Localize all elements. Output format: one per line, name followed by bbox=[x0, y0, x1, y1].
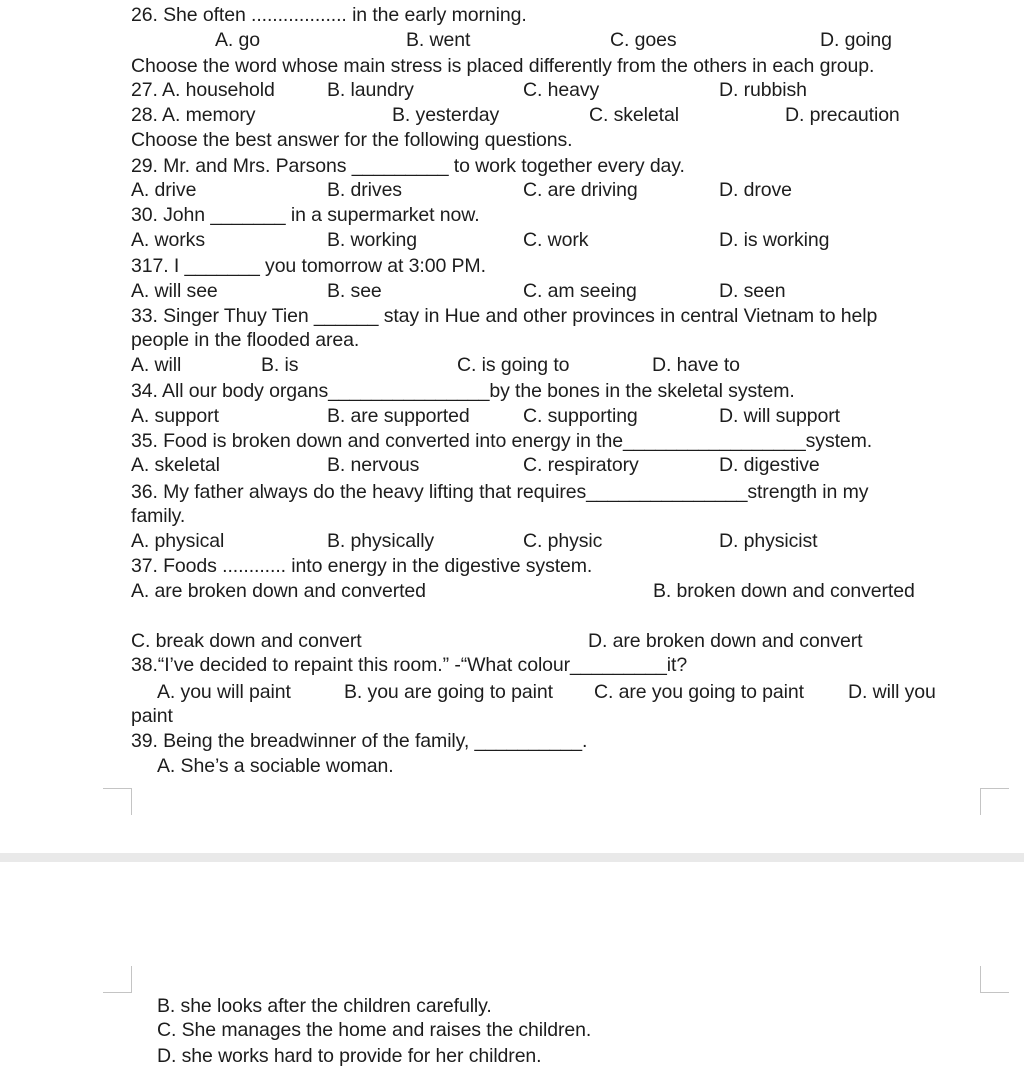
q36-stem-line1: 36. My father always do the heavy lifting that requires_______________strength in my bbox=[131, 481, 869, 503]
q35-option-d: D. digestive bbox=[719, 454, 820, 476]
q27-option-a: 27. A. household bbox=[131, 79, 275, 101]
page-corner-mark-top-right bbox=[980, 966, 1009, 993]
page-gap bbox=[0, 853, 1024, 862]
q38-option-d-continued: paint bbox=[131, 705, 173, 727]
q31-option-a: A. will see bbox=[131, 280, 218, 302]
q34-option-b: B. are supported bbox=[327, 405, 470, 427]
q30-stem: 30. John _______ in a supermarket now. bbox=[131, 204, 480, 226]
q37-stem: 37. Foods ............ into energy in the digestive system. bbox=[131, 555, 593, 577]
instruction-stress: Choose the word whose main stress is placed differently from the others in each group. bbox=[131, 55, 875, 77]
q29-option-d: D. drove bbox=[719, 179, 792, 201]
q39-option-a: A. She’s a sociable woman. bbox=[157, 755, 394, 777]
q36-stem-line2: family. bbox=[131, 505, 186, 527]
q35-option-c: C. respiratory bbox=[523, 454, 639, 476]
q39-option-c: C. She manages the home and raises the children. bbox=[157, 1019, 592, 1041]
q38-option-b: B. you are going to paint bbox=[344, 681, 553, 703]
q27-option-b: B. laundry bbox=[327, 79, 414, 101]
page-corner-mark-bottom-left bbox=[103, 788, 132, 815]
q33-option-c: C. is going to bbox=[457, 354, 570, 376]
q33-stem-line2: people in the flooded area. bbox=[131, 329, 360, 351]
q27-option-d: D. rubbish bbox=[719, 79, 807, 101]
q33-stem-line1: 33. Singer Thuy Tien ______ stay in Hue and other provinces in central Vietnam to help bbox=[131, 305, 878, 327]
q37-option-a: A. are broken down and converted bbox=[131, 580, 426, 602]
q26-option-d: D. going bbox=[820, 29, 892, 51]
q30-option-b: B. working bbox=[327, 229, 418, 251]
q37-option-d: D. are broken down and convert bbox=[588, 630, 863, 652]
q30-option-a: A. works bbox=[131, 229, 205, 251]
q30-option-d: D. is working bbox=[719, 229, 830, 251]
q36-option-d: D. physicist bbox=[719, 530, 818, 552]
q28-option-a: 28. A. memory bbox=[131, 104, 256, 126]
q38-option-c: C. are you going to paint bbox=[594, 681, 804, 703]
q39-option-d: D. she works hard to provide for her children. bbox=[157, 1045, 542, 1067]
q30-option-c: C. work bbox=[523, 229, 589, 251]
q37-option-b: B. broken down and converted bbox=[653, 580, 915, 602]
q36-option-c: C. physic bbox=[523, 530, 603, 552]
q33-option-d: D. have to bbox=[652, 354, 740, 376]
q39-stem: 39. Being the breadwinner of the family, __________. bbox=[131, 730, 588, 752]
q34-option-c: C. supporting bbox=[523, 405, 638, 427]
q29-option-b: B. drives bbox=[327, 179, 402, 201]
q31-stem: 317. I _______ you tomorrow at 3:00 PM. bbox=[131, 255, 486, 277]
q26-option-b: B. went bbox=[406, 29, 471, 51]
q34-option-a: A. support bbox=[131, 405, 219, 427]
q28-option-c: C. skeletal bbox=[589, 104, 679, 126]
q31-option-b: B. see bbox=[327, 280, 382, 302]
q29-stem: 29. Mr. and Mrs. Parsons _________ to work together every day. bbox=[131, 155, 685, 177]
q26-stem: 26. She often .................. in the early morning. bbox=[131, 4, 527, 26]
q26-option-c: C. goes bbox=[610, 29, 677, 51]
q36-option-b: B. physically bbox=[327, 530, 435, 552]
q28-option-d: D. precaution bbox=[785, 104, 900, 126]
q26-option-a: A. go bbox=[215, 29, 261, 51]
q35-option-b: B. nervous bbox=[327, 454, 420, 476]
q38-option-d: D. will you bbox=[848, 681, 936, 703]
q33-option-a: A. will bbox=[131, 354, 182, 376]
q31-option-c: C. am seeing bbox=[523, 280, 637, 302]
instruction-best-answer: Choose the best answer for the following questions. bbox=[131, 129, 573, 151]
q38-option-a: A. you will paint bbox=[157, 681, 291, 703]
q27-option-c: C. heavy bbox=[523, 79, 600, 101]
q34-option-d: D. will support bbox=[719, 405, 840, 427]
q34-stem: 34. All our body organs_______________by the bones in the skeletal system. bbox=[131, 380, 795, 402]
q35-option-a: A. skeletal bbox=[131, 454, 220, 476]
page-corner-mark-bottom-right bbox=[980, 788, 1009, 815]
q39-option-b: B. she looks after the children carefully. bbox=[157, 995, 492, 1017]
q35-stem: 35. Food is broken down and converted into energy in the_________________system. bbox=[131, 430, 873, 452]
q28-option-b: B. yesterday bbox=[392, 104, 500, 126]
page-corner-mark-top-left bbox=[103, 966, 132, 993]
q37-option-c: C. break down and convert bbox=[131, 630, 362, 652]
q36-option-a: A. physical bbox=[131, 530, 225, 552]
q29-option-a: A. drive bbox=[131, 179, 197, 201]
q38-stem: 38.“I’ve decided to repaint this room.” -“What colour_________it? bbox=[131, 654, 688, 676]
q29-option-c: C. are driving bbox=[523, 179, 638, 201]
q33-option-b: B. is bbox=[261, 354, 299, 376]
q31-option-d: D. seen bbox=[719, 280, 786, 302]
